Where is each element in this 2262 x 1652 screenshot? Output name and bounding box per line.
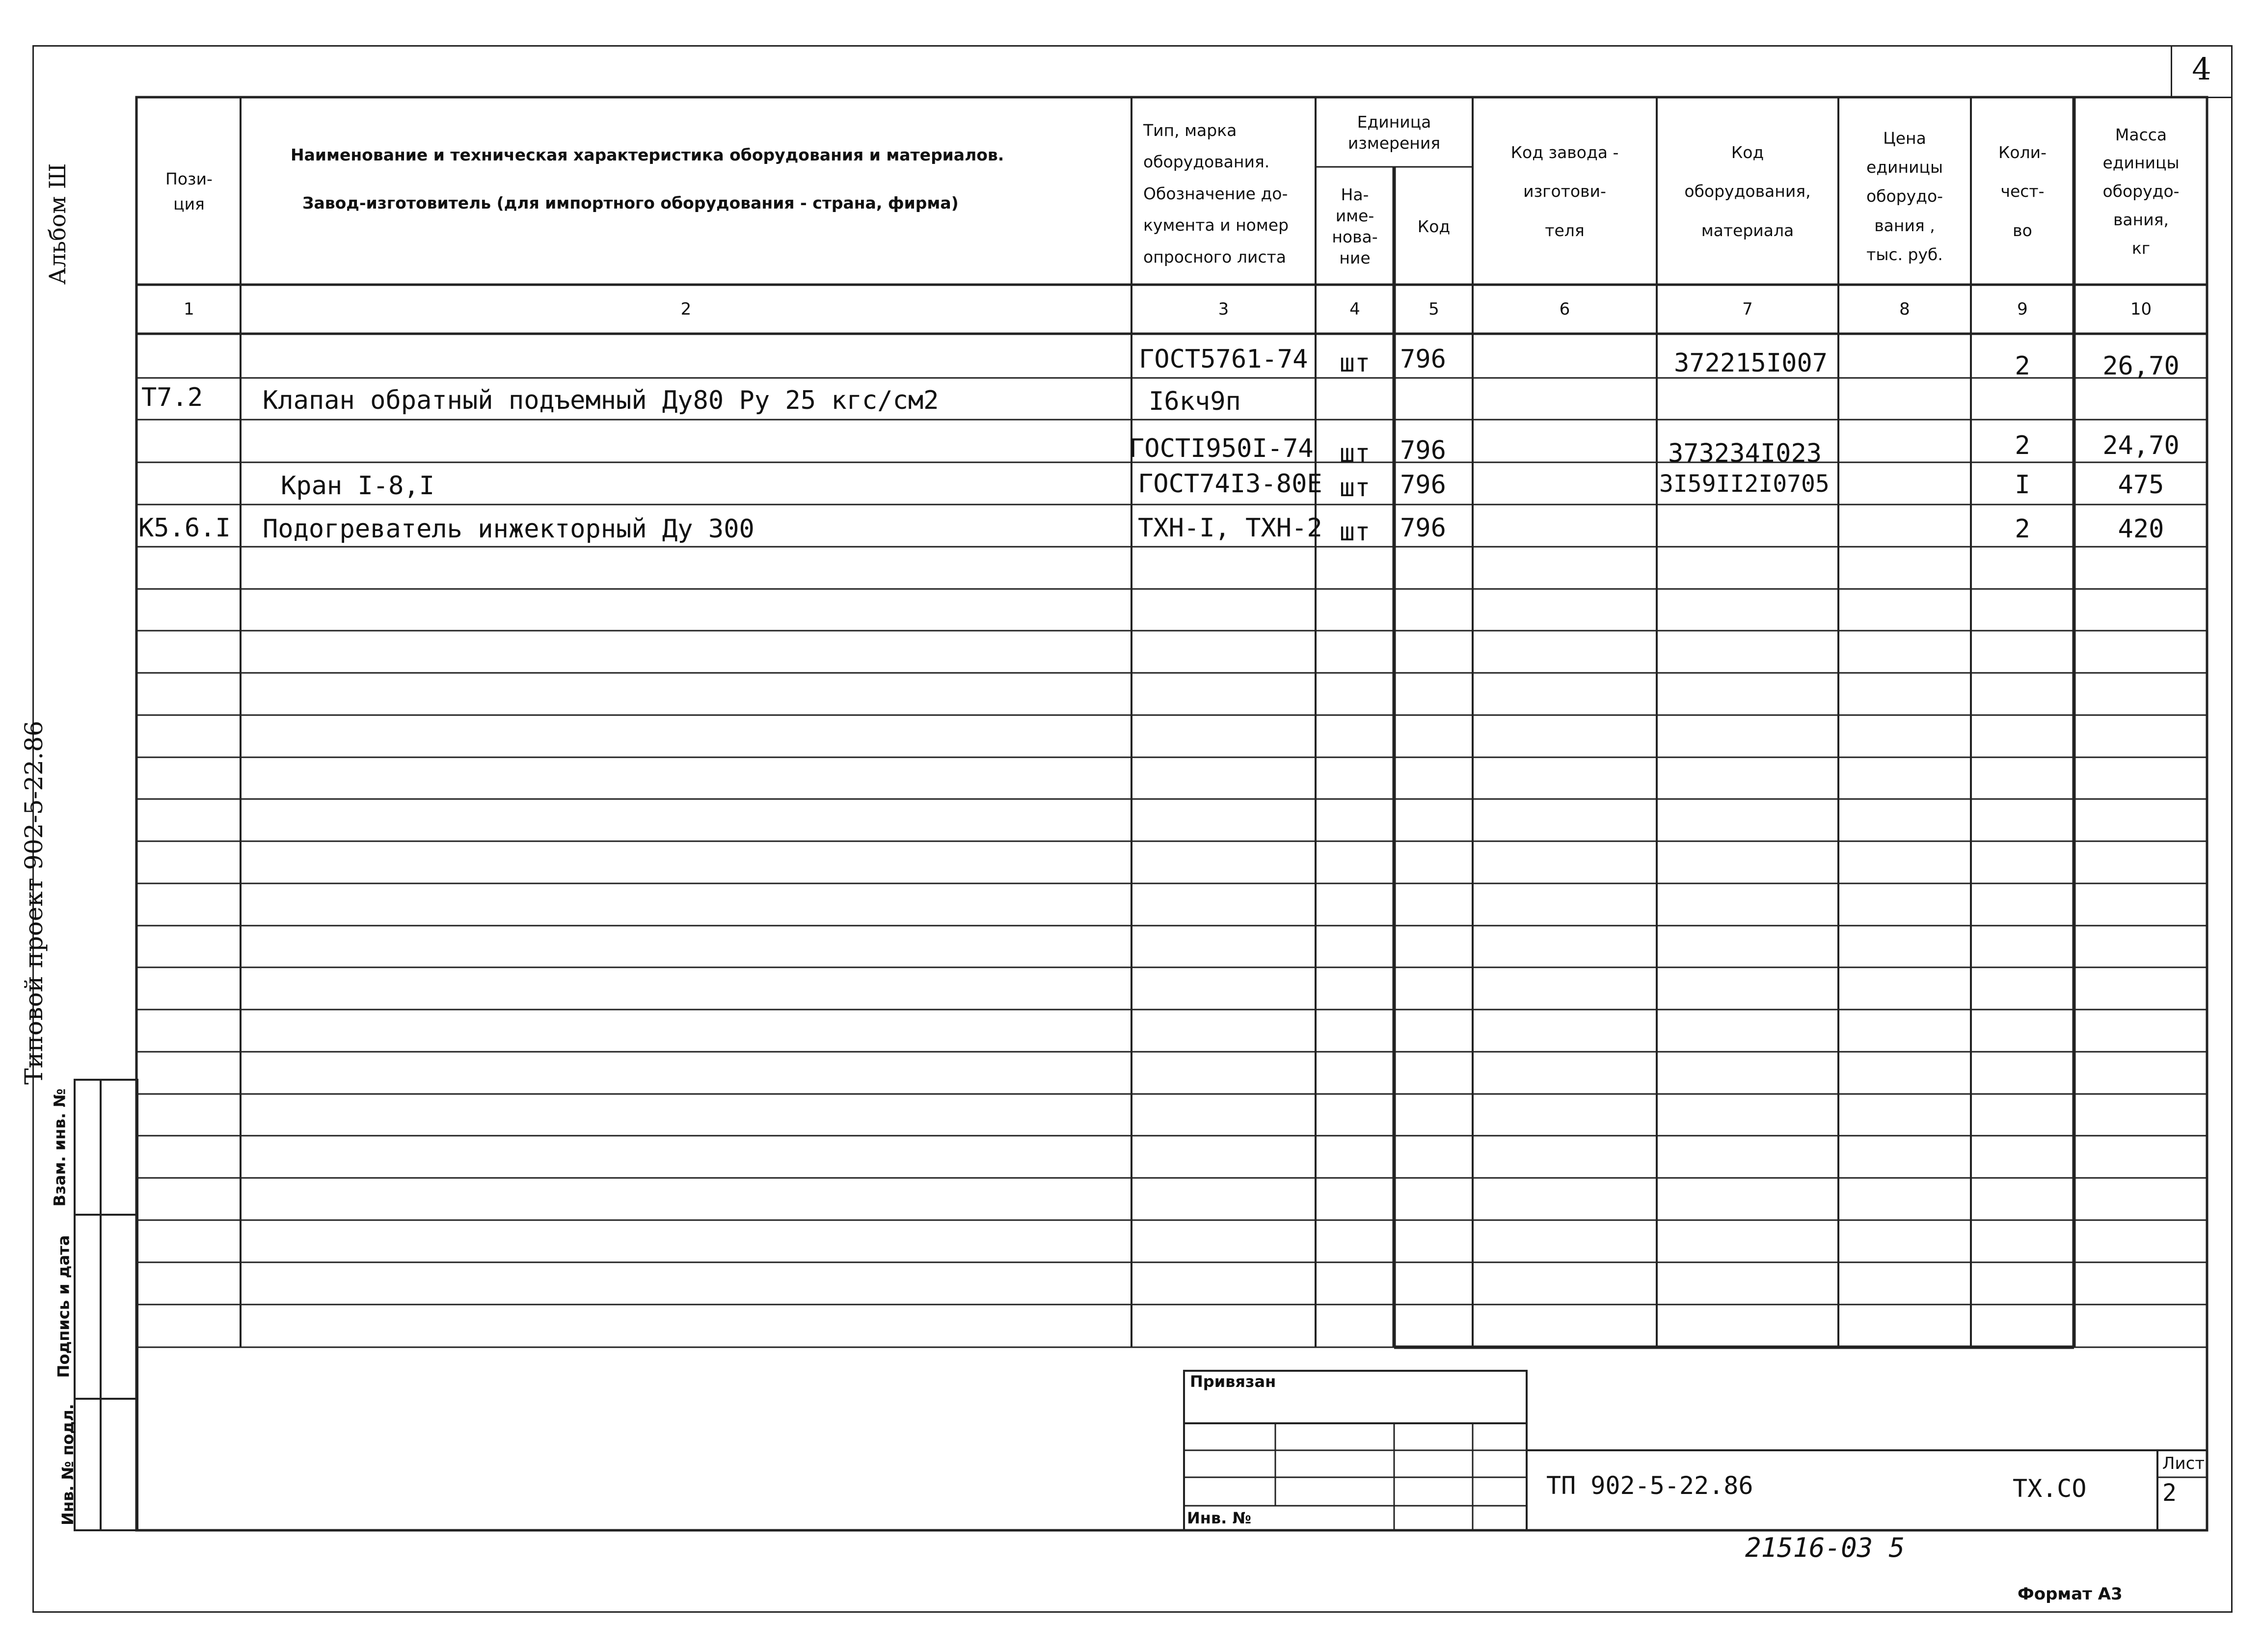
col-number-10: 10 xyxy=(2130,299,2152,319)
col-number-6: 6 xyxy=(1559,299,1570,319)
handwritten-number: 21516-03 5 xyxy=(1745,1532,1905,1563)
col-number-4: 4 xyxy=(1349,299,1360,319)
project-label: Типовой проект 902-5-22.86 xyxy=(20,720,48,1085)
row-4-qty: I xyxy=(2015,470,2030,500)
row-4-name: Кран I-8,I xyxy=(281,471,435,501)
header-unit-code: Код xyxy=(1417,217,1451,237)
col-number-8: 8 xyxy=(1899,299,1910,319)
row-5-mass: 420 xyxy=(2118,514,2164,544)
header-unit-group: Единица измерения xyxy=(1347,112,1441,153)
row-5-name: Подогреватель инжекторный Ду 300 xyxy=(263,514,754,544)
row-3-equip: 373234I023 xyxy=(1668,439,1822,468)
row-5-pos: К5.6.I xyxy=(138,513,231,543)
row-4-type: ГОСТ74I3-80Е xyxy=(1138,469,1322,499)
col-number-7: 7 xyxy=(1742,299,1753,319)
row-1-equip: 372215I007 xyxy=(1674,348,1828,378)
header-mass: Масса единицы оборудо- вания, кг xyxy=(2102,125,2180,258)
row-1-type: ГОСТ5761-74 xyxy=(1139,345,1308,374)
header-position: Пози- ция xyxy=(165,169,213,213)
row-4-equip: 3I59II2I0705 xyxy=(1659,470,1830,498)
row-2-pos: Т7.2 xyxy=(141,383,203,412)
row-4-mass: 475 xyxy=(2118,470,2164,500)
row-1-unit: шт xyxy=(1339,348,1371,378)
row-1-mass: 26,70 xyxy=(2102,351,2180,381)
inv-number-label: Инв. № xyxy=(1187,1509,1251,1527)
row-1-code: 796 xyxy=(1400,345,1446,374)
header-qty: Коли- чест- во xyxy=(1998,143,2047,240)
sheet-number: 2 xyxy=(2162,1479,2177,1507)
col-number-3: 3 xyxy=(1218,299,1229,319)
row-1-qty: 2 xyxy=(2015,351,2030,381)
row-5-code: 796 xyxy=(1400,513,1446,543)
col-number-9: 9 xyxy=(2017,299,2028,319)
bound-label: Привязан xyxy=(1190,1372,1276,1391)
stamp-original-inv: Инв. № подл. xyxy=(58,1404,77,1525)
document-designation: ТП 902-5-22.86 xyxy=(1546,1471,1753,1500)
document-code: ТХ.СО xyxy=(2013,1474,2087,1503)
stamp-signature-date: Подпись и дата xyxy=(54,1235,73,1378)
row-5-qty: 2 xyxy=(2015,514,2030,544)
row-3-unit: шт xyxy=(1339,439,1371,468)
row-4-code: 796 xyxy=(1400,470,1446,500)
row-3-qty: 2 xyxy=(2015,431,2030,460)
row-2-type: I6кч9п xyxy=(1149,387,1241,416)
page-number: 4 xyxy=(2192,51,2211,87)
row-5-unit: шт xyxy=(1339,517,1371,547)
row-3-mass: 24,70 xyxy=(2102,431,2180,460)
row-3-code: 796 xyxy=(1400,436,1446,465)
stamp-replaced-inv: Взам. инв. № xyxy=(50,1088,69,1207)
row-4-unit: шт xyxy=(1339,473,1371,503)
header-type: Тип, марка оборудования. Обозначение до- кумента и номер опросного листа xyxy=(1143,121,1289,266)
col-number-5: 5 xyxy=(1428,299,1439,319)
header-name-line1: Наименование и техническая характеристика оборудования и материалов. xyxy=(291,145,1004,164)
col-number-2: 2 xyxy=(680,299,692,319)
header-price: Цена единицы оборудо- вания , тыс. руб. xyxy=(1866,128,1943,265)
row-3-type: ГОСТI950I-74 xyxy=(1129,434,1314,463)
sheet-label: Лист xyxy=(2162,1454,2205,1473)
col-number-1: 1 xyxy=(184,299,194,319)
header-plant-code: Код завода - изготови- теля xyxy=(1510,143,1619,240)
header-equip-code: Код оборудования, материала xyxy=(1684,143,1811,240)
header-unit-name: На- име- нова- ние xyxy=(1332,185,1378,267)
row-2-name: Клапан обратный подъемный Ду80 Ру 25 кгс/см2 xyxy=(263,386,939,415)
header-name xyxy=(242,98,1131,285)
album-label: Альбом Ш xyxy=(44,163,71,285)
row-5-type: ТХН-I, ТХН-2 xyxy=(1138,513,1322,543)
format-label: Формат А3 xyxy=(2018,1584,2123,1604)
header-name-line2: Завод-изготовитель (для импортного оборудования - страна, фирма) xyxy=(302,193,959,213)
